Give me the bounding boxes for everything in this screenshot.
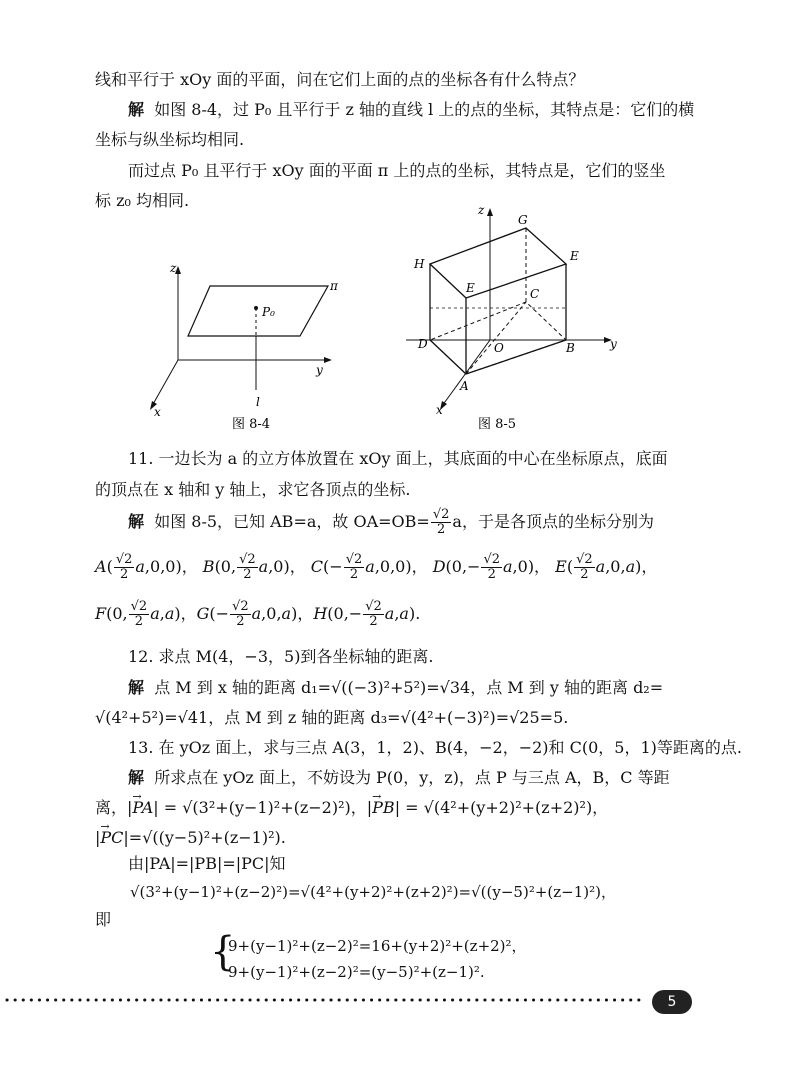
answer-line-1	[128, 98, 694, 122]
line-4: 而过点 P₀ 且平行于 xOy 面的平面 π 上的点的坐标，其特点是，它们的竖坐	[128, 161, 666, 180]
problem-13: 13. 在 yOz 面上，求与三点 A(3，1，2)、B(4，−2，−2)和 C(0，5，1)等距离的点.	[128, 738, 742, 757]
fig5-B-label: B	[566, 341, 575, 355]
solution-11	[128, 505, 654, 539]
fig5-A-label: A	[460, 379, 469, 393]
solution-label: 解	[128, 678, 145, 697]
solution-13-e: √(3²+(y−1)²+(z−2)²)=√(4²+(y+2)²+(z+2)²)=√((y−5)²+(z−1)²)，	[130, 883, 616, 901]
fraction: $\frac{√2}{2}$	[432, 507, 450, 537]
fig5-G-label: G	[518, 213, 528, 227]
problem-12: 12. 求点 M(4，−3，5)到各坐标轴的距离.	[128, 647, 434, 666]
vector-pa: → PA	[132, 796, 153, 820]
fig4-y-label: y	[316, 363, 323, 377]
vector-pc: → PC	[100, 826, 123, 850]
page-number: 5	[652, 990, 692, 1014]
solution-13-f: 即	[95, 910, 112, 929]
fig5-H-label: H	[414, 257, 425, 271]
fig5-x-label: x	[436, 403, 443, 417]
fig4-caption: 图 8-4	[232, 417, 271, 432]
fig4-pi-label: π	[330, 279, 338, 293]
system-brace: {	[210, 929, 236, 975]
line-5: 标 z₀ 均相同.	[95, 191, 190, 210]
solution-12-b: √(4²+5²)=√41，点 M 到 z 轴的距离 d₃=√(4²+(−3)²)=√25=5.	[95, 708, 569, 727]
problem-11-a: 11. 一边长为 a 的立方体放置在 xOy 面上，其底面的中心在坐标原点，底面	[128, 449, 668, 468]
solution-13-c: |→ PC|=√((y−5)²+(z−1)²).	[95, 826, 286, 850]
dotted-rule	[5, 996, 645, 1004]
equation-2: 9+(y−1)²+(z−2)²=(y−5)²+(z−1)².	[228, 963, 485, 981]
solution-11-pre: 如图 8-5，已知 AB=a，故 OA=OB=	[154, 512, 430, 531]
fig4-l-label: l	[256, 395, 260, 409]
fig5-C-label: C	[530, 287, 540, 301]
solution-11-post: a，于是各顶点的坐标分别为	[452, 512, 654, 531]
solution-12-a: 解 点 M 到 x 轴的距离 d₁=√((−3)²+5²)=√34，点 M 到 y 轴的距离 d₂=	[128, 678, 664, 697]
fig4-z-label: z	[170, 261, 177, 275]
fig5-y-label: y	[610, 337, 617, 351]
line-1: 线和平行于 xOy 面的平面，问在它们上面的点的坐标各有什么特点？	[95, 70, 585, 89]
solution-13-b: 离，|→ PA| = √(3²+(y−1)²+(z−2)²)，|→ PB| = √(4²+(y+2)²+(z+2)²)，	[95, 796, 608, 820]
line-3: 坐标与纵坐标均相同.	[95, 130, 245, 149]
solution-13-d: 由|PA|=|PB|=|PC|知	[128, 854, 286, 873]
answer-label: 解	[128, 100, 145, 119]
fig5-E-label-front: E	[466, 281, 475, 295]
vector-pb: → PB	[372, 796, 395, 820]
figure-8-5	[400, 198, 640, 438]
equation-1: 9+(y−1)²+(z−2)²=16+(y+2)²+(z+2)²，	[228, 937, 527, 955]
problem-11-b: 的顶点在 x 轴和 y 轴上，求它各顶点的坐标.	[95, 480, 411, 499]
solution-13-a: 解 所求点在 yOz 面上，不妨设为 P(0，y，z)，点 P 与三点 A，B，C 等距	[128, 768, 670, 787]
fig5-D-label: D	[418, 337, 428, 351]
figure-8-4	[140, 250, 370, 440]
fig4-x-label: x	[154, 405, 161, 419]
fig5-O-label: O	[494, 341, 504, 355]
coords-line-2: F(0, $\frac{√2}{2}$ a,a)，G(− $\frac{√2}{2}$ a,0,a)，H(0,− $\frac{√2}{2}$ a,a).	[95, 599, 421, 629]
solution-label: 解	[128, 512, 145, 531]
fig5-E-label-top: E	[570, 249, 579, 263]
solution-label: 解	[128, 768, 145, 787]
answer-text: 如图 8-4，过 P₀ 且平行于 z 轴的直线 l 上的点的坐标，其特点是：它们的横	[154, 100, 695, 119]
fig5-z-label: z	[478, 203, 485, 217]
fig5-caption: 图 8-5	[478, 417, 517, 432]
coords-line-1: A( $\frac{√2}{2}$ a,0,0)， B(0, $\frac{√2}{2}$ a,0)， C(− $\frac{√2}{2}$ a,0,0)， D(0,− $\frac{√2}{2}$ a,0)， E( $\frac{√2}{2}$ a,0,a)，	[95, 552, 658, 582]
fig4-p0-label: P₀	[262, 305, 275, 319]
